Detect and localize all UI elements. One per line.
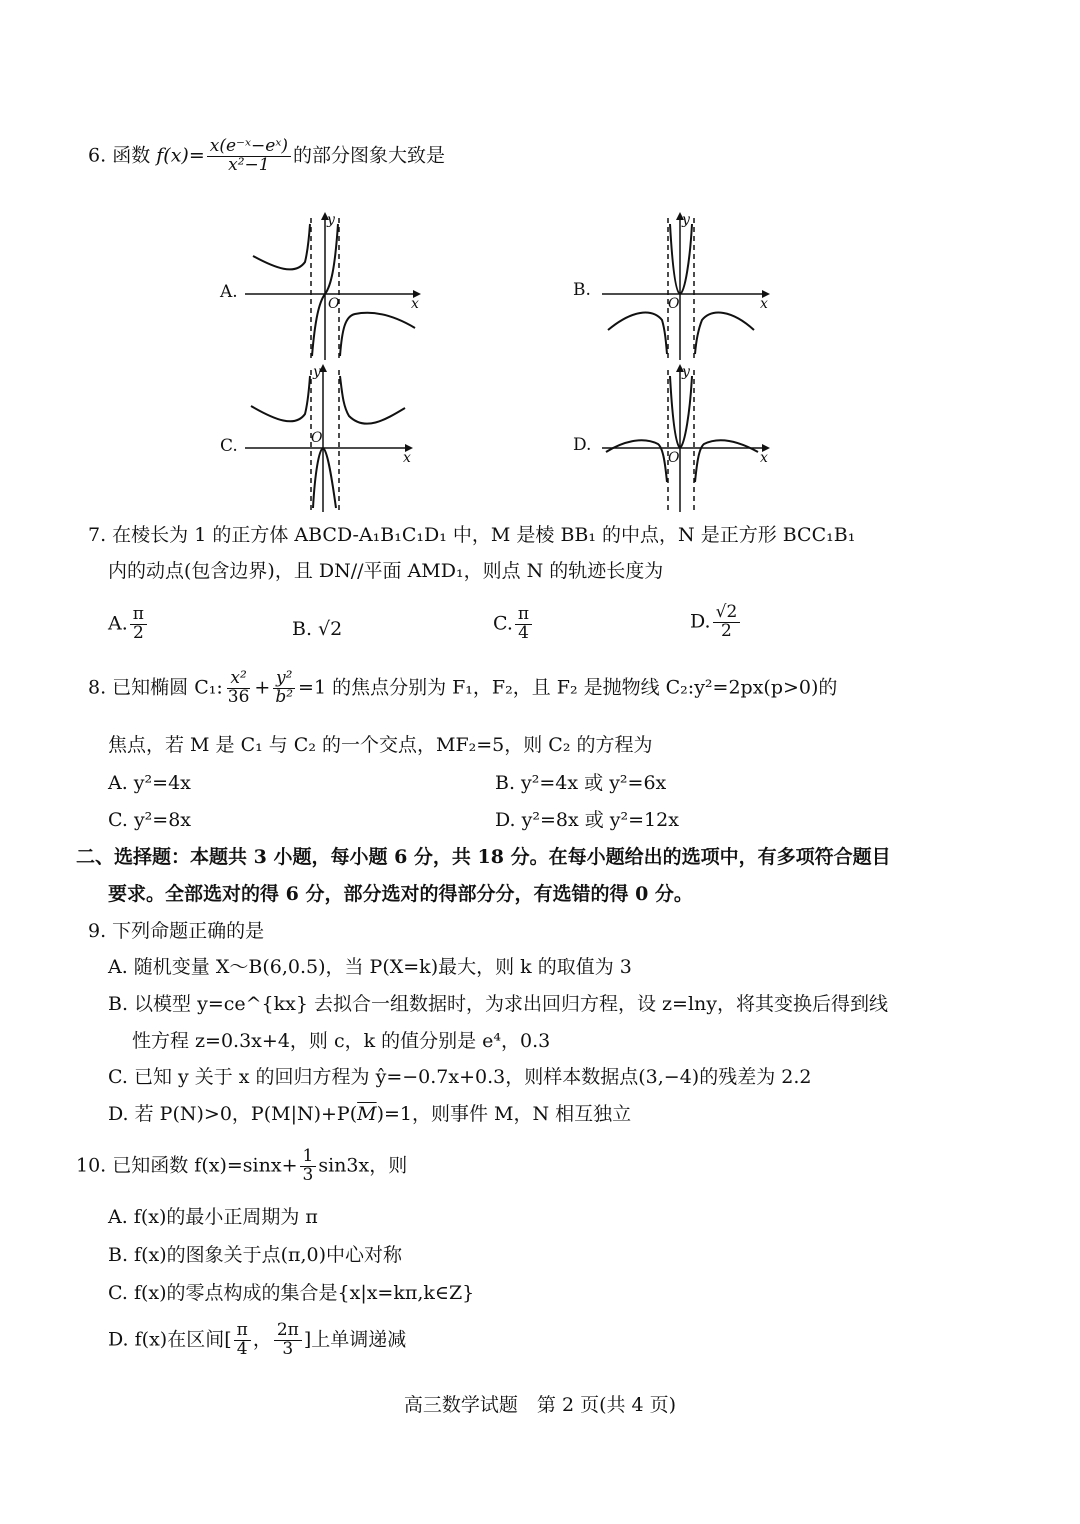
graph-b-x-label: x (760, 296, 768, 312)
q8-frac1-num: x² (227, 670, 249, 689)
section2-line2: 要求。全部选对的得 6 分，部分选对的得部分分，有选错的得 0 分。 (108, 883, 693, 905)
q10-option-c: C. f(x)的零点构成的集合是{x|x=kπ,k∈Z} (108, 1282, 475, 1304)
q10-option-d-frac1 (234, 1322, 251, 1359)
section2-line1: 二、选择题：本题共 3 小题，每小题 6 分，共 18 分。在每小题给出的选项中，有多项符合题目 (76, 846, 891, 868)
graph-d-y-label: y (682, 364, 690, 380)
q7-option-a-label: A. (108, 612, 128, 635)
q10-option-a: A. f(x)的最小正周期为 π (108, 1206, 318, 1228)
q8-frac2-den: b² (275, 686, 294, 707)
q10-option-d-d1: 4 (236, 1338, 248, 1359)
q10-frac-den: 3 (302, 1164, 314, 1185)
q10-option-d-n1: π (234, 1322, 251, 1341)
q10-option-d-frac2 (274, 1322, 302, 1359)
q7-option-a-frac (130, 606, 147, 643)
q6-number: 6. (88, 144, 107, 167)
graph-b (602, 210, 782, 360)
graph-a-x-label: x (411, 296, 419, 312)
q8-line2: 焦点，若 M 是 C₁ 与 C₂ 的一个交点，MF₂=5，则 C₂ 的方程为 (108, 734, 653, 756)
q6-frac-den: x²−1 (228, 154, 270, 175)
q8-frac2-num: y² (273, 670, 295, 689)
q8-option-a: A. y²=4x (108, 772, 191, 794)
q7-option-a (108, 606, 149, 643)
q7-option-d-num: √2 (713, 604, 741, 623)
q7-option-d-frac (713, 604, 741, 641)
q6-stem (88, 138, 445, 175)
graph-b-label: B. (573, 280, 591, 300)
graph-a-y-label: y (327, 212, 335, 228)
graph-a-label: A. (220, 282, 238, 302)
q8-frac1-den: 36 (227, 686, 250, 707)
q10-frac-num: 1 (300, 1148, 317, 1167)
q7-option-c-num: π (515, 606, 532, 625)
q6-fraction (207, 138, 291, 175)
q6-tail: 的部分图象大致是 (293, 144, 446, 167)
graph-c-y-label: y (313, 364, 321, 380)
q8-frac1 (225, 670, 253, 707)
q9-option-d (108, 1103, 631, 1126)
q10-frac (300, 1148, 317, 1185)
q10-option-d-pre: D. f(x)在区间[ (108, 1328, 232, 1351)
page-footer: 高三数学试题 第 2 页(共 4 页) (403, 1394, 677, 1416)
graph-c-x-label: x (403, 450, 411, 466)
graph-c-origin: O (311, 430, 323, 446)
q9-stem: 9. 下列命题正确的是 (88, 920, 265, 942)
q7-option-a-num: π (130, 606, 147, 625)
q7-line2: 内的动点(包含边界)，且 DN//平面 AMD₁，则点 N 的轨迹长度为 (108, 560, 664, 582)
graph-c (245, 362, 425, 512)
q8-prefix: 8. 已知椭圆 C₁: (88, 676, 223, 699)
q7-option-c-label: C. (493, 612, 513, 635)
q9-option-b-line2: 性方程 z=0.3x+4，则 c，k 的值分别是 e⁴，0.3 (132, 1030, 551, 1052)
q10-option-d-n2: 2π (274, 1322, 302, 1341)
q7-option-b: B. √2 (292, 618, 343, 640)
q7-option-d-label: D. (690, 610, 711, 633)
graph-d-origin: O (668, 450, 680, 466)
q8-line1 (88, 670, 837, 707)
q6-func-lhs: f(x)= (156, 144, 205, 167)
q7-option-c (493, 606, 534, 643)
q9-option-d-bar: $\overline{M}$ (357, 1103, 377, 1125)
q7-line1: 7. 在棱长为 1 的正方体 ABCD-A₁B₁C₁D₁ 中，M 是棱 BB₁ 的中点，N 是正方形 BCC₁B₁ (88, 524, 856, 546)
q9-option-a: A. 随机变量 X～B(6,0.5)，当 P(X=k)最大，则 k 的取值为 3 (108, 956, 632, 978)
q8-option-c: C. y²=8x (108, 809, 192, 831)
q10-option-d-sep: ， (252, 1328, 272, 1351)
graph-d-x-label: x (760, 450, 768, 466)
q8-rest: =1 的焦点分别为 F₁，F₂，且 F₂ 是抛物线 C₂:y²=2px(p>0)的 (298, 676, 838, 699)
q10-option-b: B. f(x)的图象关于点(π,0)中心对称 (108, 1244, 403, 1266)
q7-option-d-den: 2 (721, 620, 732, 641)
q7-option-c-frac (515, 606, 532, 643)
q8-option-b: B. y²=4x 或 y²=6x (495, 772, 667, 794)
q10-prefix: 10. 已知函数 f(x)=sinx+ (76, 1154, 298, 1177)
q9-option-c: C. 已知 y 关于 x 的回归方程为 ŷ=−0.7x+0.3，则样本数据点(3,−4)的残差为 2.2 (108, 1066, 812, 1088)
q10-option-d-d2: 3 (282, 1338, 294, 1359)
q10-option-d (108, 1322, 406, 1359)
q9-option-d-pre: D. 若 P(N)>0，P(M|N)+P( (108, 1103, 358, 1125)
graph-d-label: D. (573, 435, 592, 455)
q9-option-b-line1: B. 以模型 y=ce^{kx} 去拟合一组数据时，为求出回归方程，设 z=lny，将其变换后得到线 (108, 993, 889, 1015)
q8-option-d: D. y²=8x 或 y²=12x (495, 809, 679, 831)
q10-stem (76, 1148, 407, 1185)
q7-option-a-den: 2 (132, 622, 144, 643)
q8-frac2 (272, 670, 296, 707)
q7-option-c-den: 4 (518, 622, 529, 643)
q9-option-d-post: )=1，则事件 M，N 相互独立 (376, 1103, 632, 1125)
q6-frac-num: x(e⁻ˣ−eˣ) (207, 138, 291, 157)
q10-option-d-post: ]上单调递减 (303, 1328, 407, 1351)
q10-suffix: sin3x，则 (318, 1154, 408, 1177)
graph-b-origin: O (668, 296, 680, 312)
q6-lead: 函数 (112, 144, 151, 167)
graph-d (602, 362, 782, 512)
graph-b-y-label: y (682, 212, 690, 228)
q8-plus: + (254, 676, 271, 699)
graph-a-origin: O (328, 296, 340, 312)
graph-c-label: C. (220, 436, 238, 456)
q7-option-d (690, 604, 742, 641)
graph-a (245, 210, 425, 360)
